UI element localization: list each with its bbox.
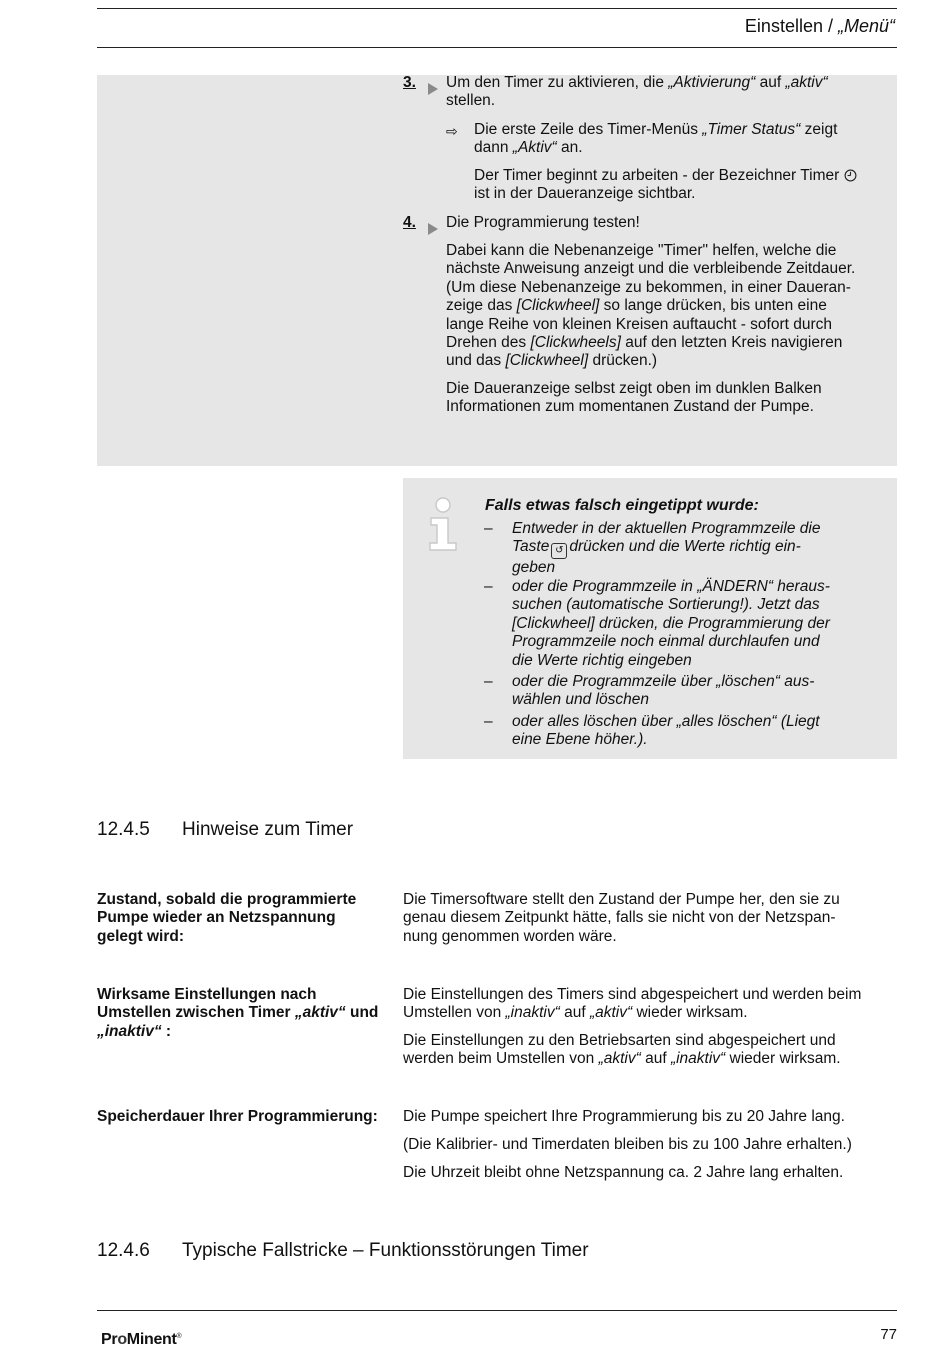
info-item-4: oder alles löschen über „alles löschen“ (Liegt eine Ebene höher.). xyxy=(512,713,820,749)
prominent-logo: ProMinent® xyxy=(101,1331,182,1348)
header-rule xyxy=(97,8,897,9)
section-heading-12-4-6: 12.4.6 Typische Fallstricke – Funktionsstörungen Timer xyxy=(97,1240,589,1261)
row-2-text-1: Die Einstellungen des Timers sind abgespeichert und werden beim Umstellen von „inaktiv“ auf „aktiv“ wieder wirksam. xyxy=(403,986,862,1022)
info-item-1: Entweder in der aktuellen Programmzeile die Taste ↺ drücken und die Werte richtig ein- geben xyxy=(512,520,821,577)
info-title: Falls etwas falsch eingetippt wurde: xyxy=(485,497,759,514)
step-3-note: Der Timer beginnt zu arbeiten - der Bezeichner Timer ist in der Daueranzeige sichtbar. xyxy=(474,167,894,204)
row-2-text-2: Die Einstellungen zu den Betriebsarten sind abgespeichert und werden beim Umstellen von „aktiv“ auf „inaktiv“ wieder wirksam. xyxy=(403,1032,841,1068)
step-3-arrow-icon xyxy=(428,83,438,95)
row-1-text: Die Timersoftware stellt den Zustand der Pumpe her, den sie zu genau diesem Zeitpunkt hätte, falls sie nicht von der Netzspan- nung genommen worden wäre. xyxy=(403,891,840,945)
step-4-display-note: Die Daueranzeige selbst zeigt oben im dunklen Balken Informationen zum momentanen Zustand der Pumpe. xyxy=(446,380,822,416)
info-dash-2: – xyxy=(484,578,493,595)
step-4-number: 4. xyxy=(403,214,416,231)
row-3-text-1: Die Pumpe speichert Ihre Programmierung bis zu 20 Jahre lang. xyxy=(403,1108,845,1125)
result-arrow-icon: ⇨ xyxy=(446,123,458,139)
header-underline xyxy=(97,47,897,48)
step-4-arrow-icon xyxy=(428,223,438,235)
info-icon xyxy=(426,496,460,552)
step-4-text: Die Programmierung testen! xyxy=(446,214,640,231)
step-3-text: Um den Timer zu aktivieren, die „Aktivierung“ auf „aktiv“ stellen. xyxy=(446,74,828,110)
step-3-result: Die erste Zeile des Timer-Menüs „Timer Status“ zeigt dann „Aktiv“ an. xyxy=(474,121,838,157)
step-3-number: 3. xyxy=(403,74,416,91)
page-number: 77 xyxy=(880,1326,897,1343)
info-dash-1: – xyxy=(484,520,493,537)
timer-clock-icon xyxy=(844,169,857,182)
row-3-text-2: (Die Kalibrier- und Timerdaten bleiben bis zu 100 Jahre erhalten.) xyxy=(403,1136,852,1153)
step-4-explanation: Dabei kann die Nebenanzeige "Timer" helfen, welche die nächste Anweisung anzeigt und die verbleibende Zeitdauer. (Um diese Nebenanzeige zu bekommen, in einer Daueran- zeige das [Clickwheel] so lange drücken, bis unten eine lange Reihe von kleinen Kreisen auftaucht - sofort durch Drehen des [Clickwheels] auf den letzten Kreis navigieren und das [Clickwheel] drücken.) xyxy=(446,242,856,370)
back-key-icon: ↺ xyxy=(551,543,567,559)
page-header-title: Einstellen / „Menü“ xyxy=(744,16,895,36)
row-3-text-3: Die Uhrzeit bleibt ohne Netzspannung ca. 2 Jahre lang erhalten. xyxy=(403,1164,844,1181)
info-item-3: oder die Programmzeile über „löschen“ aus- wählen und löschen xyxy=(512,673,815,709)
row-3-label: Speicherdauer Ihrer Programmierung: xyxy=(97,1108,378,1125)
info-item-2: oder die Programmzeile in „ÄNDERN“ heraus- suchen (automatische Sortierung!). Jetzt das [Clickwheel] drücken, die Programmierung der Programmzeile noch einmal durchlaufen und die Werte richtig eingeben xyxy=(512,578,830,669)
info-dash-4: – xyxy=(484,713,493,730)
info-dash-3: – xyxy=(484,673,493,690)
row-1-label: Zustand, sobald die programmierte Pumpe wieder an Netzspannung gelegt wird: xyxy=(97,891,357,945)
row-2-label: Wirksame Einstellungen nach Umstellen zwischen Timer „aktiv“ und „inaktiv“ : xyxy=(97,986,379,1040)
section-heading-12-4-5: 12.4.5 Hinweise zum Timer xyxy=(97,819,354,840)
footer-rule xyxy=(97,1310,897,1311)
